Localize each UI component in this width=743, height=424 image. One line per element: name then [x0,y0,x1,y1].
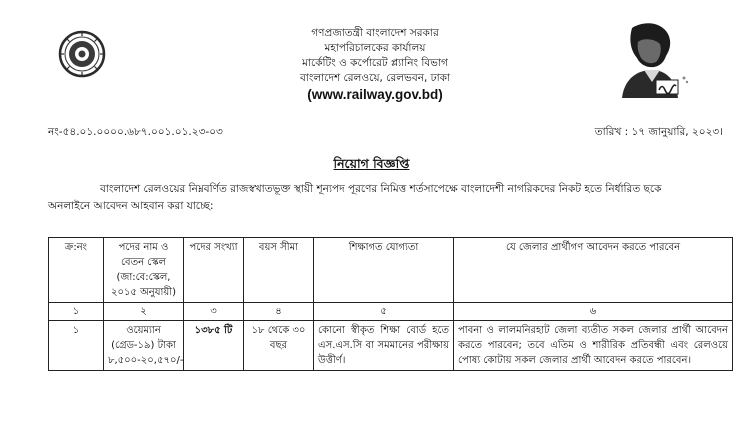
intro-line-1: বাংলাদেশ রেলওয়ের নিম্নবর্ণিত রাজস্বখাতভূক্ত স্থায়ী শূন্যপদ পূরণের নিমিত্ত শর্তসাপেক্ষে বাংলাদেশী নাগরিকদের নিকট হতে নির্ধারিত ছকে [100,183,662,195]
header-line-department: মার্কেটিং ও কর্পোরেট প্ল্যানিং বিভাগ [302,57,448,69]
cell-qualification: কোনো স্বীকৃত শিক্ষা বোর্ড হতে এস.এস.সি বা সমমানের পরীক্ষায় উত্তীর্ণ। [314,321,454,371]
cell-post-count: ১৩৮৫ টি [184,321,244,371]
header-line-government: গণপ্রজাতন্ত্রী বাংলাদেশ সরকার [311,27,439,39]
notice-intro [48,181,708,215]
column-number: ৪ [244,303,314,321]
government-seal-icon [58,30,106,78]
intro-line-2: অনলাইনে আবেদন আহবান করা যাচ্ছে: [48,200,214,212]
header-line-address: বাংলাদেশ রেলওয়ে, রেলভবন, ঢাকা [299,72,451,84]
header-post-count: পদের সংখ্যা [184,238,244,303]
header-post-scale: পদের নাম ও বেতন স্কেল (জা:বে:স্কেল, ২০১৫ অনুযায়ী) [104,238,184,303]
header-line-office: মহাপরিচালকের কার্যালয় [324,42,426,54]
header-serial: ক্র:নং [49,238,104,303]
header-qualification: শিক্ষাগত যোগ্যতা [314,238,454,303]
office-header [230,26,520,103]
column-number: ৩ [184,303,244,321]
header-eligible-districts: যে জেলার প্রার্থীগণ আবেদন করতে পারবেন [454,238,733,303]
vacancy-table [48,237,733,371]
reference-number: নং-৫৪.০১.০০০০.৬৮৭.০০১.০১.২৩-০৩ [48,126,223,138]
website-link[interactable]: (www.railway.gov.bd) [307,87,443,102]
header-age-limit: বয়স সীমা [244,238,314,303]
table-header-row [49,238,733,303]
mujib-portrait-logo-icon [610,20,692,100]
cell-post-scale: ওয়েম্যান (গ্রেড-১৯) টাকা ৮,৫০০-২০,৫৭০/- [104,321,184,371]
column-number: ৬ [454,303,733,321]
cell-serial: ১ [49,321,104,371]
column-number: ২ [104,303,184,321]
table-row [49,321,733,371]
notice-title: নিয়োগ বিজ্ঞপ্তি [333,156,410,171]
cell-eligible-districts: পাবনা ও লালমনিরহাট জেলা ব্যতীত সকল জেলার প্রার্থী আবেদন করতে পারবেন; তবে এতিম ও শারীরিক প্রতিবন্ধী এবং রেলওয়ে পোষ্য কোটায় সকল জেলার প্রার্থী আবেদন করতে পারবেন। [454,321,733,371]
column-number: ১ [49,303,104,321]
cell-age-limit: ১৮ থেকে ৩০ বছর [244,321,314,371]
column-number: ৫ [314,303,454,321]
table-column-number-row [49,303,733,321]
notice-date: তারিখ : ১৭ জানুয়ারি, ২০২৩। [594,126,723,138]
